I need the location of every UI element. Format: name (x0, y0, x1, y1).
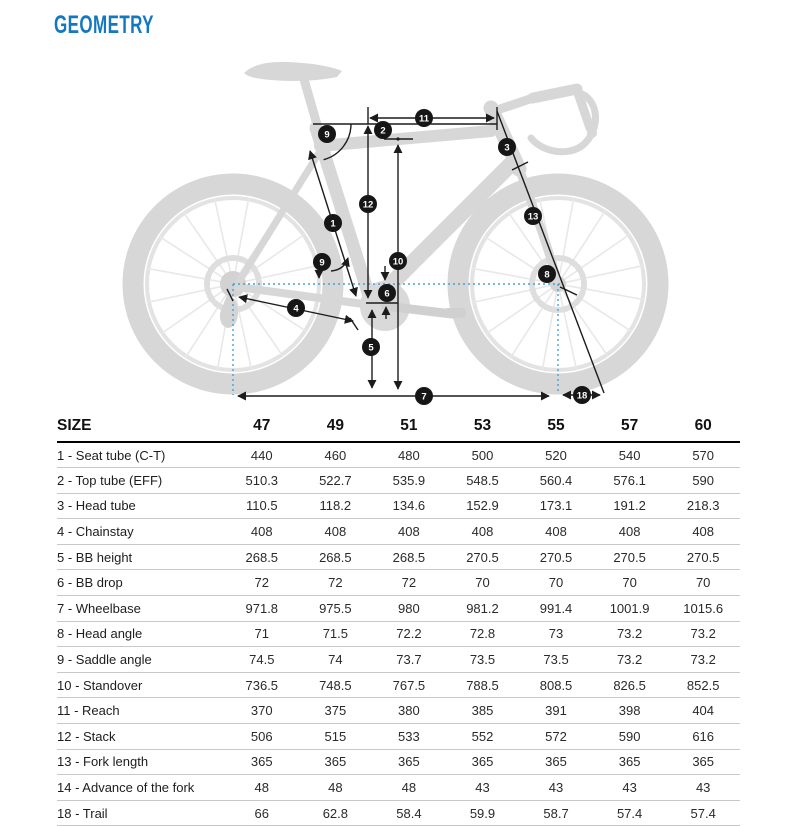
marker-2 (374, 121, 392, 139)
svg-text:1: 1 (330, 218, 336, 230)
bb-chainstay-tick (350, 318, 358, 330)
cell-value: 736.5 (245, 677, 279, 693)
marker-1 (324, 214, 342, 232)
cell-value: 408 (250, 524, 273, 540)
svg-text:5: 5 (368, 342, 374, 354)
bike-geometry-diagram (0, 0, 791, 412)
cell-value: 73.2 (690, 652, 716, 668)
marker-12 (359, 195, 377, 213)
cell-value: 73 (548, 626, 564, 642)
cell-value: 270.5 (539, 549, 573, 565)
row-label: 12 - Stack (57, 728, 116, 744)
cell-value: 134.6 (392, 498, 426, 514)
row-label: 4 - Chainstay (57, 524, 134, 540)
cell-value: 788.5 (466, 677, 499, 693)
table-row (57, 800, 740, 826)
svg-text:6: 6 (384, 288, 390, 300)
saddle-assembly (244, 62, 342, 128)
cell-value: 70 (548, 575, 564, 591)
cell-value: 71 (254, 626, 270, 642)
row-label: 2 - Top tube (EFF) (57, 472, 163, 488)
cell-value: 975.5 (319, 600, 352, 616)
marker-13 (524, 207, 542, 225)
cell-value: 365 (692, 754, 715, 770)
col-header-size-51: 51 (400, 416, 418, 434)
cell-value: 408 (545, 524, 567, 540)
marker-18 (573, 386, 591, 404)
cell-value: 398 (618, 703, 641, 719)
cell-value: 590 (618, 728, 641, 744)
cell-value: 616 (692, 728, 715, 744)
cell-value: 748.5 (319, 677, 352, 693)
cell-value: 971.8 (245, 600, 279, 616)
cell-value: 408 (692, 524, 715, 540)
svg-text:10: 10 (392, 256, 404, 268)
cell-value: 365 (398, 754, 420, 770)
table-row (57, 519, 740, 545)
cell-value: 560.4 (539, 472, 573, 488)
table-row (57, 442, 740, 468)
marker-4 (287, 299, 305, 317)
cell-value: 191.2 (613, 498, 646, 514)
cell-value: 576.1 (613, 472, 646, 488)
col-header-size-47: 47 (253, 416, 271, 434)
marker-9-bottom (313, 253, 331, 271)
cell-value: 391 (545, 703, 567, 719)
geometry-table-body (57, 442, 740, 826)
cell-value: 57.4 (616, 805, 643, 821)
col-header-size-57: 57 (620, 416, 639, 434)
marker-10 (389, 252, 407, 270)
cell-value: 506 (250, 728, 273, 744)
geometry-table (57, 410, 740, 826)
geometry-table-wrap (57, 410, 740, 826)
col-header-size-60: 60 (694, 416, 712, 434)
row-label: 7 - Wheelbase (57, 600, 141, 616)
cell-value: 62.8 (322, 805, 348, 821)
cell-value: 72 (254, 575, 270, 591)
cell-value: 1015.6 (683, 600, 724, 616)
hood (533, 89, 577, 98)
row-label: 9 - Saddle angle (57, 652, 152, 668)
row-label: 8 - Head angle (57, 626, 143, 642)
svg-text:2: 2 (380, 125, 386, 137)
cell-value: 73.5 (543, 652, 569, 668)
cell-value: 270.5 (613, 549, 646, 565)
row-label: 3 - Head tube (57, 498, 136, 514)
cell-value: 408 (471, 524, 494, 540)
cell-value: 570 (692, 447, 715, 463)
cell-value: 72 (328, 575, 343, 591)
cell-value: 365 (471, 754, 494, 770)
cell-value: 1001.9 (609, 600, 650, 616)
col-header-size-49: 49 (326, 416, 344, 434)
cell-value: 365 (545, 754, 567, 770)
table-row (57, 493, 740, 519)
cell-value: 58.7 (543, 805, 569, 821)
row-label: 14 - Advance of the fork (57, 780, 195, 796)
table-row (57, 672, 740, 698)
cell-value: 43 (622, 780, 637, 796)
svg-text:8: 8 (544, 269, 550, 281)
svg-text:9: 9 (324, 129, 330, 141)
cell-value: 440 (250, 447, 273, 463)
cell-value: 385 (471, 703, 494, 719)
saddle (244, 62, 342, 81)
cell-value: 70 (622, 575, 637, 591)
cell-value: 43 (548, 780, 564, 796)
cell-value: 71.5 (322, 626, 348, 642)
marker-3 (498, 138, 516, 156)
cell-value: 218.3 (686, 498, 720, 514)
cell-value: 370 (250, 703, 273, 719)
svg-text:18: 18 (576, 390, 588, 402)
row-label: 13 - Fork length (57, 754, 149, 770)
cell-value: 460 (324, 447, 347, 463)
table-row (57, 596, 740, 622)
table-row (57, 468, 740, 494)
cell-value: 408 (324, 524, 347, 540)
cell-value: 43 (695, 780, 711, 796)
svg-text:9: 9 (319, 257, 325, 269)
cell-value: 110.5 (245, 498, 278, 514)
svg-text:13: 13 (527, 211, 539, 223)
cell-value: 826.5 (613, 677, 646, 693)
cell-value: 270.5 (466, 549, 499, 565)
stem (494, 98, 533, 111)
table-row (57, 775, 740, 801)
marker-9-top (318, 125, 336, 143)
cell-value: 533 (398, 728, 420, 744)
cell-value: 808.5 (539, 677, 573, 693)
cell-value: 118.2 (319, 498, 352, 514)
cell-value: 510.3 (245, 472, 279, 488)
cell-value: 380 (398, 703, 420, 719)
cell-value: 58.4 (396, 805, 422, 821)
cell-value: 408 (618, 524, 641, 540)
cell-value: 66 (254, 805, 270, 821)
cell-value: 152.9 (466, 498, 499, 514)
marker-8 (538, 265, 556, 283)
cell-value: 365 (618, 754, 641, 770)
cell-value: 540 (618, 447, 641, 463)
standover-dot (396, 137, 399, 140)
cell-value: 72.8 (469, 626, 496, 642)
cell-value: 48 (254, 780, 270, 796)
cell-value: 552 (471, 728, 494, 744)
cell-value: 408 (398, 524, 420, 540)
svg-text:3: 3 (504, 142, 510, 154)
table-row (57, 621, 740, 647)
marker-11 (415, 109, 433, 127)
pedal (444, 308, 466, 318)
svg-text:12: 12 (362, 199, 374, 211)
cell-value: 375 (324, 703, 347, 719)
cell-value: 404 (692, 703, 715, 719)
cell-value: 48 (401, 780, 417, 796)
col-header-size-55: 55 (547, 416, 565, 434)
table-row (57, 698, 740, 724)
cell-value: 57.4 (690, 805, 716, 821)
row-label: 1 - Seat tube (C-T) (57, 447, 166, 463)
cell-value: 73.7 (396, 652, 422, 668)
cell-value: 981.2 (466, 600, 499, 616)
cell-value: 72.2 (396, 626, 422, 642)
cell-value: 270.5 (686, 549, 720, 565)
cell-value: 535.9 (392, 472, 426, 488)
cell-value: 70 (695, 575, 711, 591)
cell-value: 268.5 (319, 549, 352, 565)
cell-value: 991.4 (539, 600, 573, 616)
page-title: GEOMETRY (54, 11, 154, 39)
cell-value: 515 (324, 728, 347, 744)
cell-value: 59.9 (469, 805, 496, 821)
cell-value: 590 (692, 472, 715, 488)
cell-value: 852.5 (686, 677, 720, 693)
row-label: 5 - BB height (57, 549, 133, 565)
marker-5 (362, 338, 380, 356)
table-row (57, 570, 740, 596)
svg-text:4: 4 (293, 303, 299, 315)
marker-7 (415, 387, 433, 405)
cell-value: 520 (545, 447, 567, 463)
col-header-size: SIZE (57, 416, 92, 434)
row-label: 6 - BB drop (57, 575, 123, 591)
marker-6 (378, 284, 396, 302)
row-label: 18 - Trail (57, 805, 108, 821)
cell-value: 73.2 (616, 652, 643, 668)
cell-value: 72 (401, 575, 417, 591)
row-label: 10 - Standover (57, 677, 143, 693)
table-row (57, 724, 740, 750)
header-row (57, 410, 740, 442)
row-label: 11 - Reach (57, 703, 120, 719)
seatpost (303, 76, 318, 128)
bike-silhouette (133, 62, 658, 384)
cell-value: 70 (475, 575, 490, 591)
cell-value: 365 (324, 754, 347, 770)
cell-value: 548.5 (466, 472, 499, 488)
cell-value: 173.1 (539, 498, 573, 514)
table-row (57, 749, 740, 775)
cell-value: 48 (328, 780, 343, 796)
svg-text:11: 11 (418, 113, 430, 125)
cell-value: 74.5 (249, 652, 275, 668)
cell-value: 365 (250, 754, 273, 770)
col-header-size-53: 53 (473, 416, 492, 434)
cell-value: 73.2 (616, 626, 643, 642)
svg-text:7: 7 (421, 391, 427, 403)
table-row (57, 544, 740, 570)
table-row (57, 647, 740, 673)
cell-value: 43 (475, 780, 490, 796)
cell-value: 767.5 (392, 677, 426, 693)
cell-value: 268.5 (245, 549, 279, 565)
cell-value: 73.5 (469, 652, 496, 668)
cell-value: 74 (328, 652, 343, 668)
cell-value: 268.5 (392, 549, 426, 565)
cell-value: 980 (398, 600, 420, 616)
cell-value: 480 (398, 447, 420, 463)
cell-value: 522.7 (319, 472, 352, 488)
cell-value: 73.2 (690, 626, 716, 642)
cell-value: 572 (545, 728, 567, 744)
cell-value: 500 (471, 447, 494, 463)
